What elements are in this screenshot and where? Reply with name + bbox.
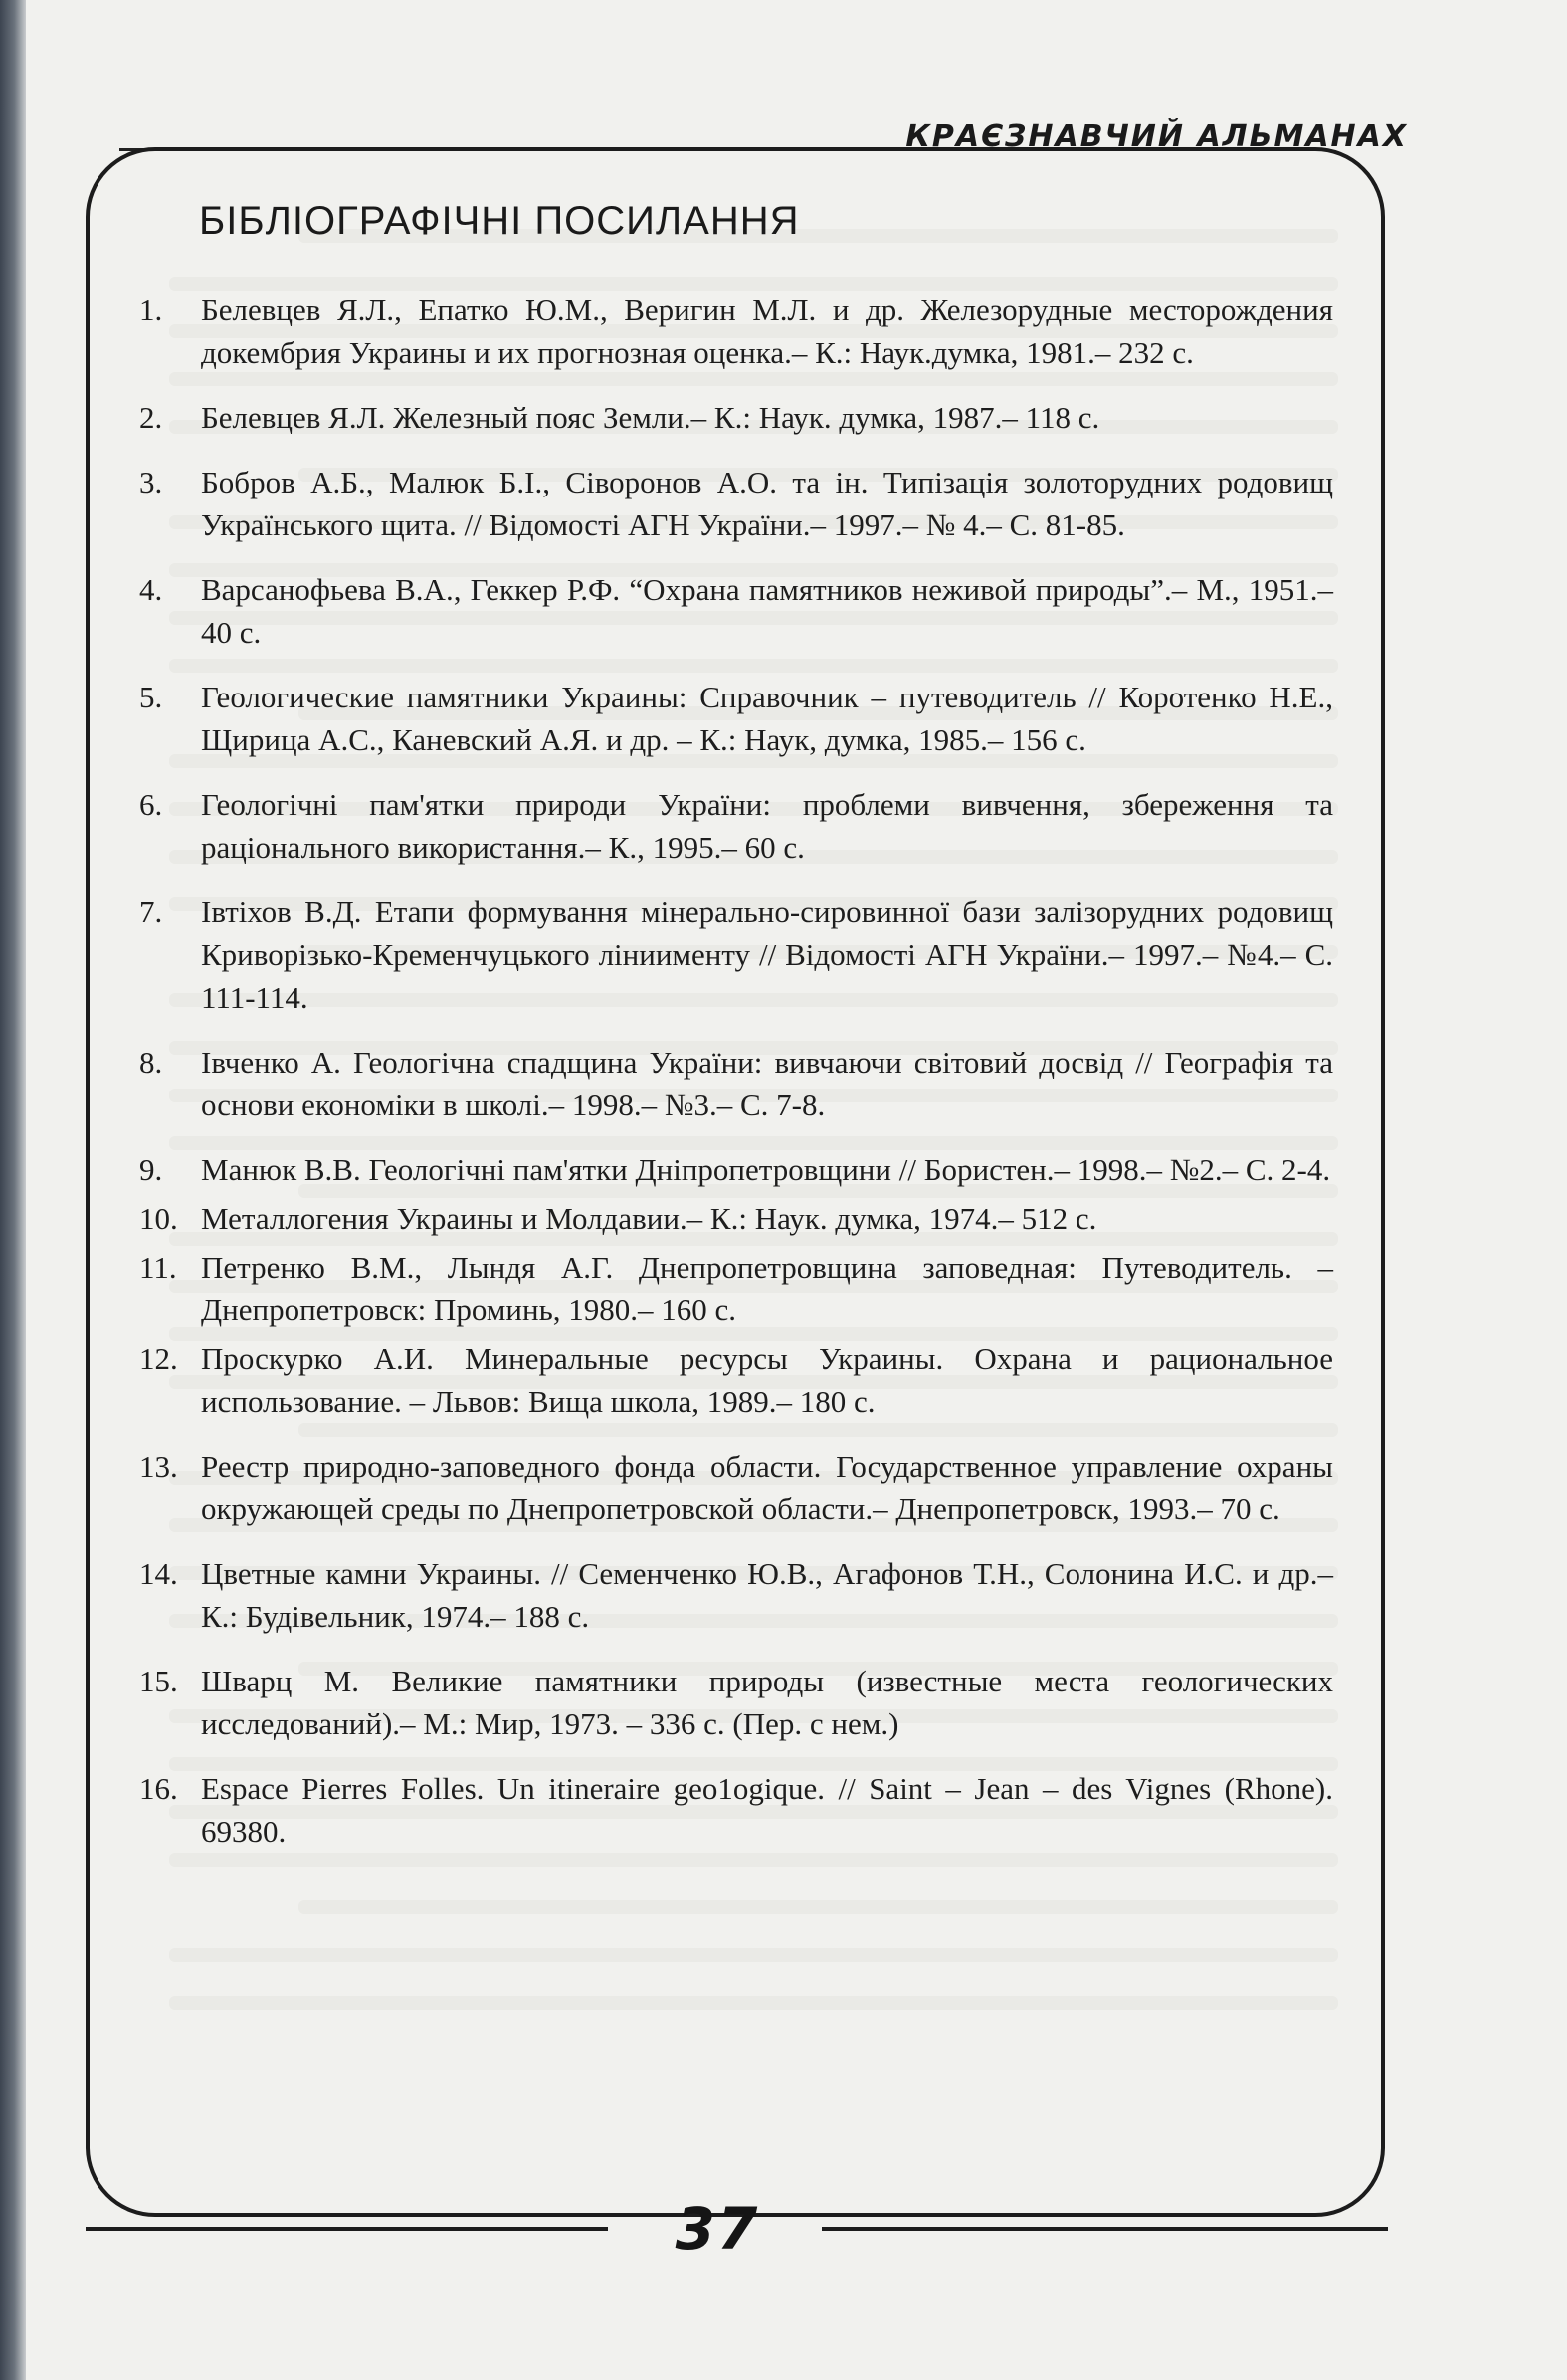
reference-item xyxy=(139,1197,1333,1240)
reference-number: 11. xyxy=(139,1250,177,1285)
section-title: БІБЛІОГРАФІЧНІ ПОСИЛАННЯ xyxy=(199,199,800,243)
reference-item xyxy=(139,396,1333,439)
reference-item xyxy=(139,1337,1333,1423)
reference-item xyxy=(139,1148,1333,1191)
footer-rule-left xyxy=(86,2227,608,2231)
reference-number: 7. xyxy=(139,894,163,929)
reference-number: 2. xyxy=(139,400,163,435)
reference-item xyxy=(139,1246,1333,1331)
reference-text: Геологические памятники Украины: Справочник – путеводитель // Коротенко Н.Е., Щирица А.С., Каневский А.Я. и др. – К.: Наук, думка, 1985.– 156 с. xyxy=(201,680,1333,757)
reference-number: 6. xyxy=(139,787,163,822)
reference-number: 3. xyxy=(139,465,163,499)
reference-item xyxy=(139,1041,1333,1126)
reference-text: Петренко В.М., Лындя А.Г. Днепропетровщина заповедная: Путеводитель. – Днепропетровск: Проминь, 1980.– 160 с. xyxy=(201,1250,1333,1327)
book-spine-shadow xyxy=(0,0,26,2380)
reference-number: 10. xyxy=(139,1201,178,1236)
reference-text: Реестр природно-заповедного фонда области. Государственное управление охраны окружающей среды по Днепропетровской области.– Днепропетровск, 1993.– 70 с. xyxy=(201,1449,1333,1526)
reference-item xyxy=(139,1767,1333,1853)
reference-text: Проскурко А.И. Минеральные ресурсы Украины. Охрана и рациональное использование. – Львов: Вища школа, 1989.– 180 с. xyxy=(201,1341,1333,1419)
reference-list xyxy=(139,289,1333,1875)
reference-text: Геологічні пам'ятки природи України: проблеми вивчення, збереження та раціонального використання.– К., 1995.– 60 с. xyxy=(201,787,1333,865)
reference-text: Манюк В.В. Геологічні пам'ятки Дніпропетровщини // Бористен.– 1998.– №2.– С. 2-4. xyxy=(201,1152,1331,1187)
reference-text: Белевцев Я.Л., Епатко Ю.М., Веригин М.Л. и др. Железорудные месторождения докембрия Украины и их прогнозная оценка.– К.: Наук.думка, 1981.– 232 с. xyxy=(201,293,1333,370)
reference-text: Шварц М. Великие памятники природы (известные места геологических исследований).– М.: Мир, 1973. – 336 с. (Пер. с нем.) xyxy=(201,1664,1333,1741)
reference-text: Бобров А.Б., Малюк Б.І., Сіворонов А.О. та ін. Типізація золоторудних родовищ Українського щита. // Відомості АГН України.– 1997.– № 4.– С. 81-85. xyxy=(201,465,1333,542)
reference-number: 16. xyxy=(139,1771,178,1806)
reference-item xyxy=(139,1552,1333,1638)
reference-item xyxy=(139,568,1333,654)
reference-text: Espace Pierres Folles. Un itineraire geo1ogique. // Saint – Jean – des Vignes (Rhone). 69380. xyxy=(201,1771,1333,1849)
reference-number: 1. xyxy=(139,293,163,327)
reference-number: 8. xyxy=(139,1045,163,1080)
reference-text: Івченко А. Геологічна спадщина України: вивчаючи світовий досвід // Географія та основи економіки в школі.– 1998.– №3.– С. 7-8. xyxy=(201,1045,1333,1122)
page-footer xyxy=(86,2195,1388,2263)
reference-text: Івтіхов В.Д. Етапи формування мінерально-сировинної бази залізорудних родовищ Криворізько-Кременчуцького ліниименту // Відомості АГН України.– 1997.– №4.– С. 111-114. xyxy=(201,894,1333,1015)
reference-number: 4. xyxy=(139,572,163,607)
reference-number: 13. xyxy=(139,1449,178,1484)
almanac-title: КРАЄЗНАВЧИЙ АЛЬМАНАХ xyxy=(889,115,1408,159)
reference-number: 14. xyxy=(139,1556,178,1591)
reference-text: Цветные камни Украины. // Семенченко Ю.В., Агафонов Т.Н., Солонина И.С. и др.– К.: Будівельник, 1974.– 188 с. xyxy=(201,1556,1333,1634)
reference-number: 15. xyxy=(139,1664,178,1698)
reference-number: 12. xyxy=(139,1341,178,1376)
reference-text: Белевцев Я.Л. Железный пояс Земли.– К.: Наук. думка, 1987.– 118 с. xyxy=(201,400,1100,435)
reference-item xyxy=(139,891,1333,1019)
reference-item xyxy=(139,461,1333,546)
reference-number: 9. xyxy=(139,1152,163,1187)
reference-text: Металлогения Украины и Молдавии.– К.: Наук. думка, 1974.– 512 с. xyxy=(201,1201,1097,1236)
reference-item xyxy=(139,289,1333,374)
reference-number: 5. xyxy=(139,680,163,714)
footer-rule-right xyxy=(822,2227,1388,2231)
page-number: 37 xyxy=(675,2195,760,2263)
reference-text: Варсанофьева В.А., Геккер Р.Ф. “Охрана памятников неживой природы”.– М., 1951.– 40 с. xyxy=(201,572,1333,650)
reference-item xyxy=(139,1445,1333,1530)
reference-item xyxy=(139,1660,1333,1745)
reference-item xyxy=(139,676,1333,761)
reference-item xyxy=(139,783,1333,869)
